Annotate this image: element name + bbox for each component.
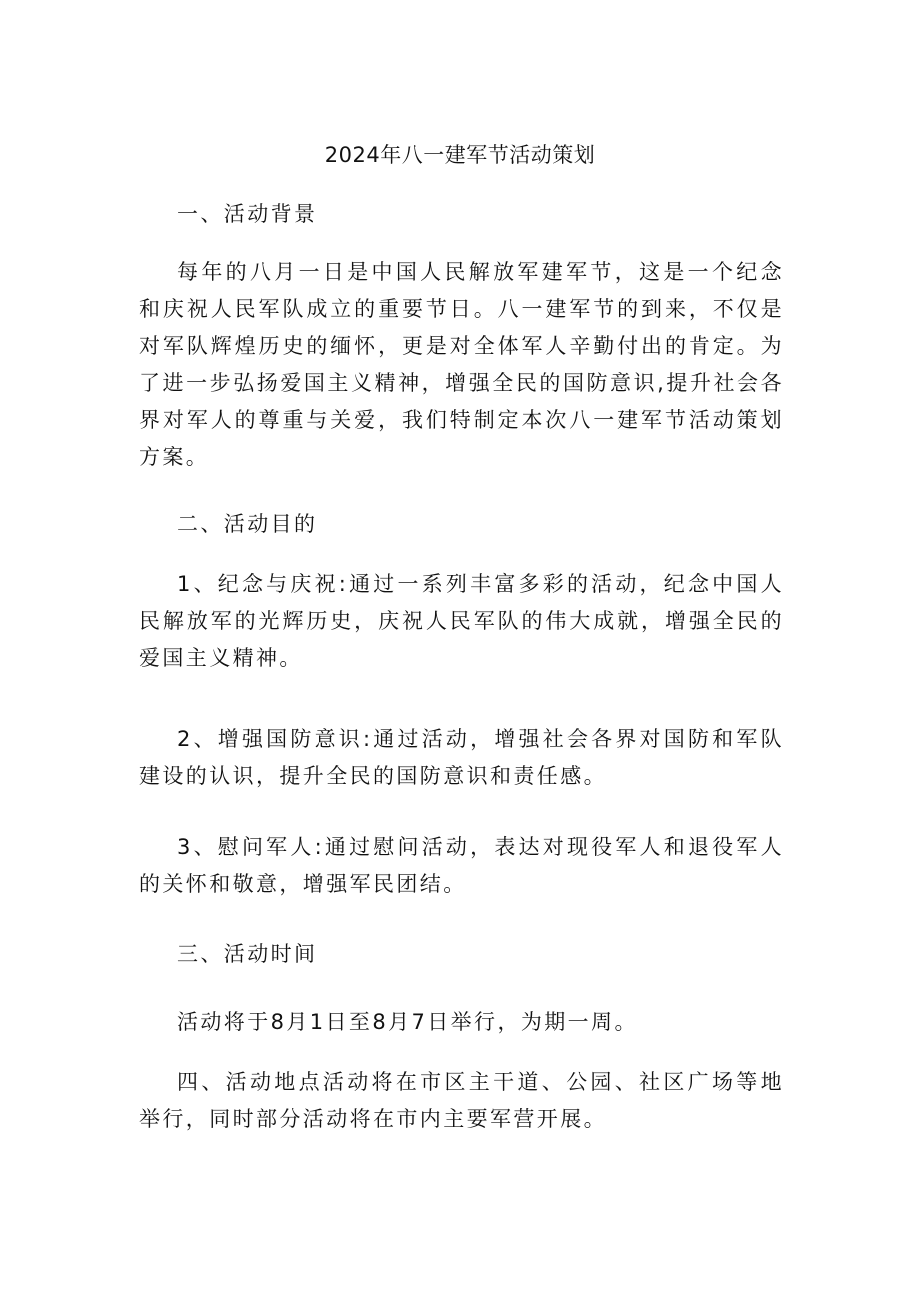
purpose-item-2: 2、增强国防意识:通过活动，增强社会各界对国防和军队建设的认识，提升全民的国防意识和责任感。 [139, 727, 784, 788]
purpose-item-3: 3、慰问军人:通过慰问活动，表达对现役军人和退役军人的关怀和敬意，增强军民团结。 [139, 835, 784, 896]
document-title: 2024年八一建军节活动策划 [324, 143, 596, 167]
background-paragraph: 每年的八月一日是中国人民解放军建军节，这是一个纪念和庆祝人民军队成立的重要节日。八一建军节的到来，不仅是对军队辉煌历史的缅怀，更是对全体军人辛勤付出的肯定。为了进一步弘扬爱国主义精神，增强全民的国防意识,提升社会各界对军人的尊重与关爱，我们特制定本次八一建军节活动策划方案。 [139, 260, 784, 469]
location-paragraph: 四、活动地点活动将在市区主干道、公园、社区广场等地举行，同时部分活动将在市内主要军营开展。 [139, 1070, 784, 1131]
section-heading-background: 一、活动背景 [177, 202, 318, 226]
section-heading-time: 三、活动时间 [177, 942, 318, 966]
section-heading-purpose: 二、活动目的 [177, 512, 318, 536]
purpose-item-1: 1、纪念与庆祝:通过一系列丰富多彩的活动，纪念中国人民解放军的光辉历史，庆祝人民军队的伟大成就，增强全民的爱国主义精神。 [139, 572, 784, 670]
time-paragraph: 活动将于8月1日至8月7日举行，为期一周。 [177, 1010, 638, 1034]
